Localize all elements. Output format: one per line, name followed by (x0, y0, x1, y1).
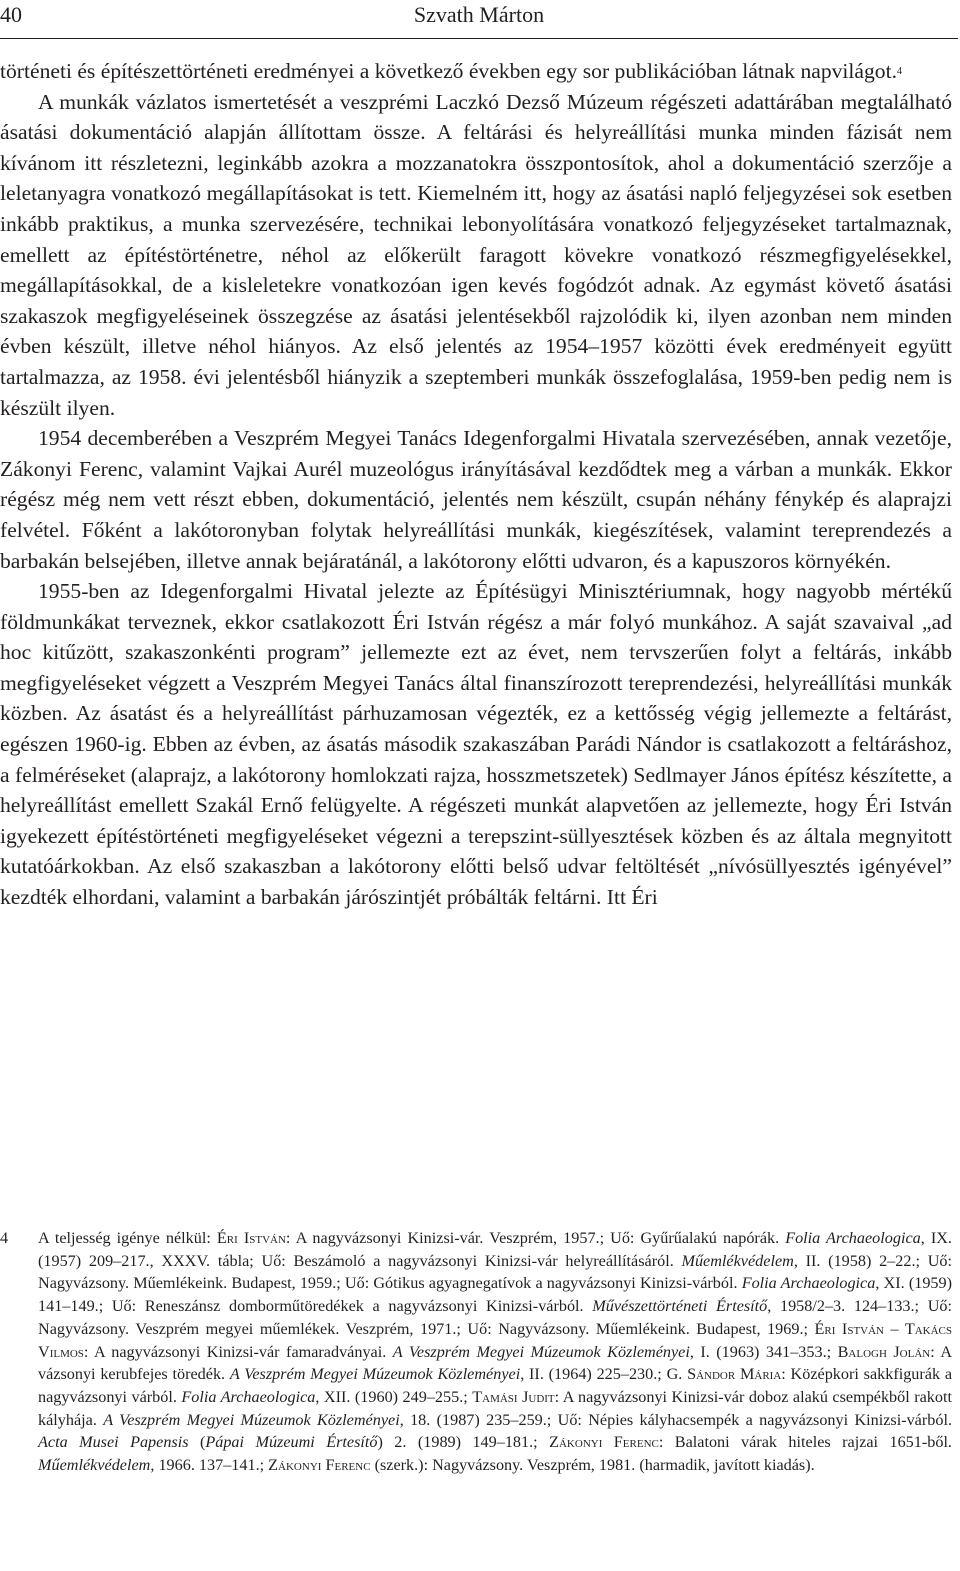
fn-author: Éri István (216, 1229, 286, 1247)
fn-text: , XII. (1960) 249–255.; (315, 1387, 473, 1406)
fn-text: : A nagyvázsonyi Kinizsi-vár. Veszprém, 1957.; Uő: Gyűrűalakú napórák. (285, 1229, 786, 1247)
fn-text: : A nagyvázsonyi Kinizsi-vár famaradványai. (83, 1342, 393, 1361)
body-text (0, 56, 952, 913)
fn-journal: A Veszprém Megyei Múzeumok Közleményei (392, 1342, 690, 1361)
fn-text: ( (188, 1433, 206, 1452)
paragraph: 1955-ben az Idegenforgalmi Hivatal jelezte az Építésügyi Minisztériumnak, hogy nagyobb mértékű földmunkákat terveznek, ekkor csatlakozott Éri István régész a már folyó munkához. A saját szavaival „ad hoc kitűzött, szakaszonkénti program” jellemezte ezt az évet, nem tervszerűen folyt a feltárás, inkább megfigyeléseket végzett a Veszprém Megyei Tanács által finanszírozott tereprendezési, helyreállítási munkák közben. Az ásatást és a helyreállítást párhuzamosan végezték, ez a kettősség végig jellemezte a feltárást, egészen 1960-ig. Ebben az évben, az ásatás második szakaszában Parádi Nándor is csatlakozott a feltáráshoz, a felméréseket (alaprajz, a lakótorony homlokzati rajza, hosszmetszetek) Sedlmayer János építész készítette, a helyreállítást emellett Szakál Ernő felügyelte. A régészeti munkát alapvetően az jellemezte, hogy Éri István igyekezett építéstörténeti megfigyeléseket végezni a terepszint-süllyesztések közben és az általa megnyitott kutatóárkokban. Az első szakaszban a lakótorony előtti belső udvar feltöltését „nívósüllyesztés igényével” kezdték elhordani, valamint a barbakán járószintjét próbálták feltárni. Itt Éri (0, 579, 952, 910)
fn-journal: Folia Archaeologica (785, 1229, 921, 1247)
footnote-reference: 4 (897, 66, 902, 77)
fn-journal: Műemlékvédelem (681, 1251, 794, 1270)
fn-text: : A nagyvázsonyi Kinizsi-vár doboz alakú csempékből rakott kályhája. (38, 1387, 952, 1429)
fn-text: (szerk.): Nagyvázsony. Veszprém, 1981. (harmadik, javított kiadás). (370, 1456, 815, 1475)
fn-journal: Műemlékvédelem (38, 1456, 151, 1475)
running-head: Szvath Márton (413, 2, 545, 27)
page-header (0, 0, 958, 39)
fn-text: , XI. (1959) 141–149.; Uő: Reneszánsz domborműtöredékek a nagyvázsonyi Kinizsi-várból. (38, 1274, 952, 1316)
fn-text: A teljesség igénye nélkül: (38, 1229, 217, 1247)
fn-text: , I. (1963) 341–353.; (689, 1342, 838, 1361)
fn-text: : Középkori sakkfigurák a nagyvázsonyi várból. (38, 1365, 953, 1406)
fn-journal: Acta Musei Papensis (38, 1433, 189, 1452)
fn-author: Éri István – Takács Vilmos (38, 1319, 952, 1361)
fn-author: G. Sándor Mária (666, 1365, 782, 1384)
paragraph: A munkák vázlatos ismertetését a veszprémi Laczkó Dezső Múzeum régészeti adattárában megtalálható ásatási dokumentáció alapján állítottam össze. A feltárási és helyreállítási munka minden fázisát nem kívánom itt részletezni, leginkább azokra a mozzanatokra összpontosítok, ahol a dokumentáció szerzője a leletanyagra vonatkozó megállapításokat is tett. Kiemelném itt, hogy az ásatási napló feljegyzései sok esetben inkább praktikus, a munka szervezésére, technikai lebonyolítására vonatkozó feljegyzéseket tartalmaznak, emellett az építéstörténetre, néhol az előkerült faragott kövekre vonatkozó részmegfigyelésekkel, megállapításokkal, de a kisleletekre vonatkozóan igen kevés fogódzót adnak. Az egymást követő ásatási szakaszok megfigyeléseinek összegzése az ásatási jelentésekből rajzolódik ki, ilyen azonban nem minden évben készült, illetve néhol hiányos. Az első jelentés az 1954–1957 közötti évek eredményeit együtt tartalmazza, az 1958. évi jelentésből hiányzik a szeptemberi munkák összefoglalása, 1959-ben pedig nem is készült ilyen. (0, 89, 952, 420)
fn-text: , 1958/2–3. 124–133.; Uő: Nagyvázsony. Veszprém megyei műemlékek. Veszprém, 1971.; Uő: Nagyvázsony. Műemlékeink. Budapest, 1969.; (38, 1297, 952, 1338)
fn-author: Balogh Jolán (837, 1342, 931, 1361)
fn-text: : A vázsonyi kerubfejes töredék. (38, 1342, 953, 1384)
footnote-text (38, 1229, 952, 1474)
fn-journal: Művészettörténeti Értesítő (592, 1297, 768, 1316)
fn-text: , 1966. 137–141.; (150, 1456, 269, 1475)
fn-journal: Pápai Múzeumi Értesítő (205, 1433, 378, 1452)
paragraph: 1954 decemberében a Veszprém Megyei Tanács Idegenforgalmi Hivatala szervezésében, annak vezetője, Zákonyi Ferenc, valamint Vajkai Aurél muzeológus irányításával kezdődtek meg a várban a munkák. Ekkor régész még nem vett részt ebben, dokumentáció, jelentés nem készült, csupán néhány fénykép és alaprajzi felvétel. Főként a lakótoronyban folytak helyreállítási munkák, kiegészítések, valamint tereprendezés a barbakán belsejében, illetve annak bejáratánál, a lakótorony előtti udvaron, és a kapuszoros környékén. (0, 426, 952, 573)
footnote-number: 4 (0, 1229, 9, 1247)
fn-text: ) 2. (1989) 149–181.; (377, 1433, 550, 1452)
fn-author: Zákonyi Ferenc (268, 1456, 371, 1475)
paragraph (0, 56, 952, 87)
page-number: 40 (0, 2, 22, 27)
fn-author: Zákonyi Ferenc (549, 1433, 659, 1452)
paragraph-text: történeti és építészettörténeti eredményei a következő években egy sor publikációban látnak napvilágot. (0, 59, 897, 83)
fn-text: , II. (1964) 225–230.; (520, 1365, 667, 1384)
fn-text: , 18. (1987) 235–259.; Uő: Népies kályhacsempék a nagyvázsonyi Kinizsi-várból. (399, 1410, 952, 1429)
footnote (0, 1227, 952, 1477)
footnotes (0, 1227, 952, 1477)
fn-journal: Folia Archaeologica (741, 1274, 876, 1293)
fn-text: , IX. (1957) 209–217., XXXV. tábla; Uő: Beszámoló a nagyvázsonyi Kinizsi-vár helyreállításáról. (38, 1229, 952, 1270)
fn-text: : Balatoni várak hiteles rajzai 1651-ből. (658, 1433, 952, 1452)
fn-journal: A Veszprém Megyei Múzeumok Közleményei (103, 1410, 400, 1429)
fn-text: , II. (1958) 2–22.; Uő: Nagyvázsony. Műemlékeink. Budapest, 1959.; Uő: Gótikus agyagnegatívok a nagyvázsonyi Kinizsi-várból. (38, 1251, 953, 1293)
fn-journal: A Veszprém Megyei Múzeumok Közleményei (229, 1365, 521, 1384)
fn-journal: Folia Archaeologica (181, 1387, 316, 1406)
fn-author: Tamási Judit (472, 1387, 555, 1406)
